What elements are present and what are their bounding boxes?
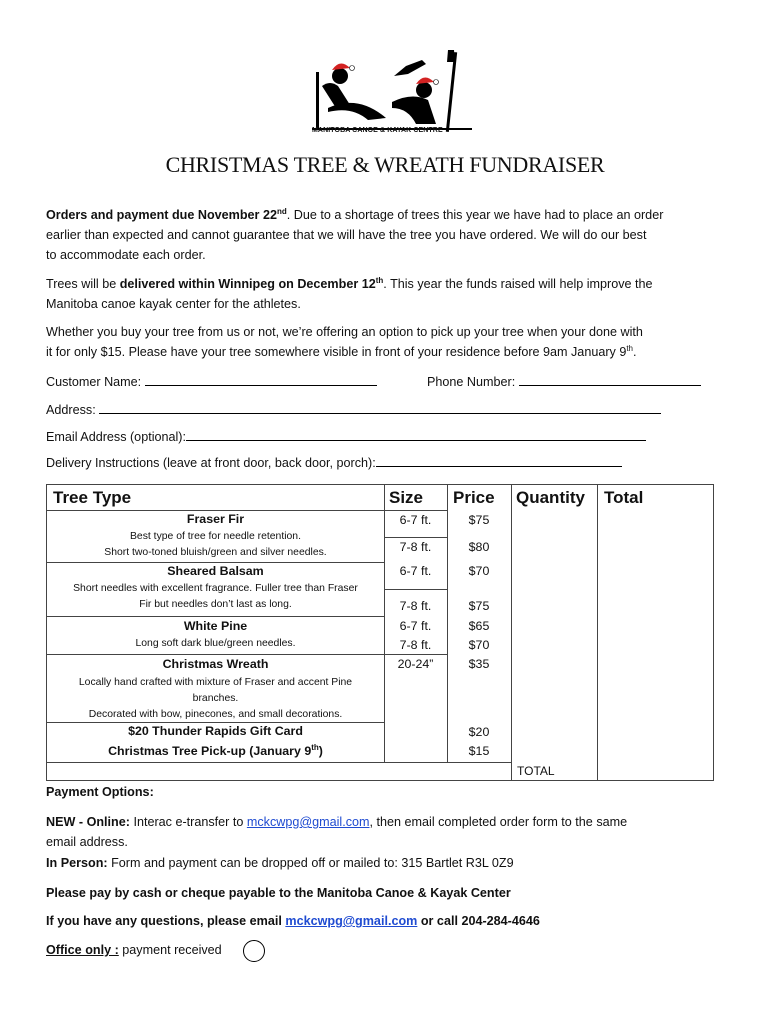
orders-due-text: Orders and payment due November 22 xyxy=(46,208,277,222)
item-pickup-text: Christmas Tree Pick-up (January 9 xyxy=(108,744,312,759)
orders-line-3: to accommodate each order. xyxy=(46,248,206,262)
row-divider-total xyxy=(47,762,511,763)
item-fraser-desc-2: Short two-toned bluish/green and silver needles. xyxy=(104,547,327,558)
office-only-label: Office only : xyxy=(46,943,119,957)
size-cell: 7-8 ft. xyxy=(399,599,432,613)
payment-email-link[interactable]: mckcwpg@gmail.com xyxy=(246,815,370,829)
page-title: CHRISTMAS TREE & WREATH FUNDRAISER xyxy=(165,152,605,177)
payment-options-heading: Payment Options: xyxy=(46,785,154,799)
order-table xyxy=(46,484,714,781)
payment-in-person-text: Form and payment can be dropped off or mailed to: 315 Bartlet R3L 0Z9 xyxy=(107,856,514,870)
row-divider-pine xyxy=(47,654,447,655)
price-cell: $70 xyxy=(468,564,490,578)
header-underline-left xyxy=(47,510,447,511)
payment-online-label: NEW - Online: xyxy=(46,815,130,829)
pickup-paragraph xyxy=(46,322,726,362)
payment-online-text: Interac e-transfer to xyxy=(129,815,247,829)
item-wreath-desc-1: Locally hand crafted with mixture of Fraser and accent Pine xyxy=(78,677,353,688)
item-pickup-sup: th xyxy=(311,743,319,752)
item-sheared-balsam: Sheared Balsam xyxy=(167,564,264,578)
orders-line-2: earlier than expected and cannot guarantee that we will have the tree you have ordered. We will do our best xyxy=(46,228,647,242)
price-cell: $65 xyxy=(468,619,490,633)
delivery-paragraph xyxy=(46,274,726,314)
orders-rest-text: . Due to a shortage of trees this year we have had to place an order xyxy=(286,208,664,222)
header-quantity: Quantity xyxy=(516,488,585,507)
col-divider-quantity xyxy=(511,485,512,780)
item-fraser-desc-1: Best type of tree for needle retention. xyxy=(130,531,301,542)
size-cell: 6-7 ft. xyxy=(399,513,432,527)
questions-email-link[interactable]: mckcwpg@gmail.com xyxy=(285,914,418,928)
item-balsam-desc-1: Short needles with excellent fragrance. Fuller tree than Fraser xyxy=(73,583,358,594)
header-total: Total xyxy=(604,488,644,507)
total-label: TOTAL xyxy=(517,764,555,778)
payment-in-person-row xyxy=(46,853,514,873)
payment-received-checkbox[interactable] xyxy=(243,940,265,962)
address-row xyxy=(46,400,661,419)
payment-online-row xyxy=(46,812,627,832)
office-only-text: payment received xyxy=(118,943,222,957)
delivery-instructions-field[interactable] xyxy=(376,453,622,467)
payment-online-rest: , then email completed order form to the same xyxy=(369,815,628,829)
email-field[interactable] xyxy=(186,427,646,441)
delivery-instructions-label: Delivery Instructions (leave at front door, back door, porch): xyxy=(46,456,376,470)
size-cell: 6-7 ft. xyxy=(399,564,432,578)
phone-field[interactable] xyxy=(519,372,701,386)
item-fraser-fir: Fraser Fir xyxy=(186,512,245,526)
size-cell: 7-8 ft. xyxy=(399,540,432,554)
address-field[interactable] xyxy=(99,400,661,414)
payment-in-person-label: In Person: xyxy=(46,856,108,870)
price-cell: $15 xyxy=(468,744,490,758)
item-balsam-desc-2: Fir but needles don’t last as long. xyxy=(139,599,292,610)
delivery-rest-text: . This year the funds raised will help improve the xyxy=(383,277,653,291)
row-divider-fraser xyxy=(47,562,384,563)
payment-cash-note: Please pay by cash or cheque payable to the Manitoba Canoe & Kayak Center xyxy=(46,886,511,900)
address-label: Address: xyxy=(46,403,96,417)
customer-name-field[interactable] xyxy=(145,372,377,386)
delivery-instructions-row xyxy=(46,453,622,472)
item-wreath-desc-2: branches. xyxy=(192,693,239,704)
questions-pre: If you have any questions, please email xyxy=(46,914,286,928)
item-tree-pickup xyxy=(47,743,384,758)
phone-row xyxy=(427,372,701,391)
delivery-line-2: Manitoba canoe kayak center for the athletes. xyxy=(46,297,301,311)
questions-post: or call 204-284-4646 xyxy=(417,914,540,928)
email-label: Email Address (optional): xyxy=(46,430,186,444)
delivery-bold-text: delivered within Winnipeg on December 12 xyxy=(119,277,376,291)
col-divider-total xyxy=(597,485,598,780)
price-cell: $75 xyxy=(468,599,490,613)
header-tree-type: Tree Type xyxy=(53,488,132,507)
item-pine-desc-1: Long soft dark blue/green needles. xyxy=(135,638,296,649)
pickup-line-2: it for only $15. Please have your tree somewhere visible in front of your residence before 9am January 9 xyxy=(46,345,627,359)
payment-online-line-2: email address. xyxy=(46,835,128,849)
item-wreath-desc-3: Decorated with bow, pinecones, and small decorations. xyxy=(88,709,343,720)
delivery-sup: th xyxy=(375,275,384,285)
questions-row xyxy=(46,911,540,931)
item-gift-card: $20 Thunder Rapids Gift Card xyxy=(128,724,303,738)
phone-label: Phone Number: xyxy=(427,375,516,389)
delivery-pre-text: Trees will be xyxy=(46,277,120,291)
row-divider-size-1 xyxy=(384,537,447,538)
price-cell: $35 xyxy=(468,657,490,671)
size-cell: 20-24” xyxy=(397,657,434,671)
item-white-pine: White Pine xyxy=(183,619,248,633)
office-only-row xyxy=(46,940,222,960)
pickup-line-1: Whether you buy your tree from us or not, we’re offering an option to pick up your tree when your done with xyxy=(46,325,643,339)
header-size: Size xyxy=(389,488,424,507)
price-cell: $20 xyxy=(468,725,490,739)
logo-caption: MANITOBA CANOE & KAYAK CENTRE xyxy=(312,127,443,134)
size-cell: 6-7 ft. xyxy=(399,619,432,633)
orders-due-sup: nd xyxy=(276,206,287,216)
row-divider-size-2 xyxy=(384,589,447,590)
price-cell: $80 xyxy=(468,540,490,554)
price-cell: $75 xyxy=(468,513,490,527)
customer-name-row xyxy=(46,372,377,391)
row-divider-balsam xyxy=(47,616,384,617)
size-cell: 7-8 ft. xyxy=(399,638,432,652)
price-cell: $70 xyxy=(468,638,490,652)
header-price: Price xyxy=(453,488,495,507)
customer-name-label: Customer Name: xyxy=(46,375,142,389)
item-christmas-wreath: Christmas Wreath xyxy=(162,657,269,671)
item-pickup-end: ) xyxy=(318,744,323,759)
pickup-sup: th xyxy=(626,343,633,353)
orders-paragraph xyxy=(46,205,726,265)
pickup-end: . xyxy=(633,345,637,359)
email-row xyxy=(46,427,646,446)
